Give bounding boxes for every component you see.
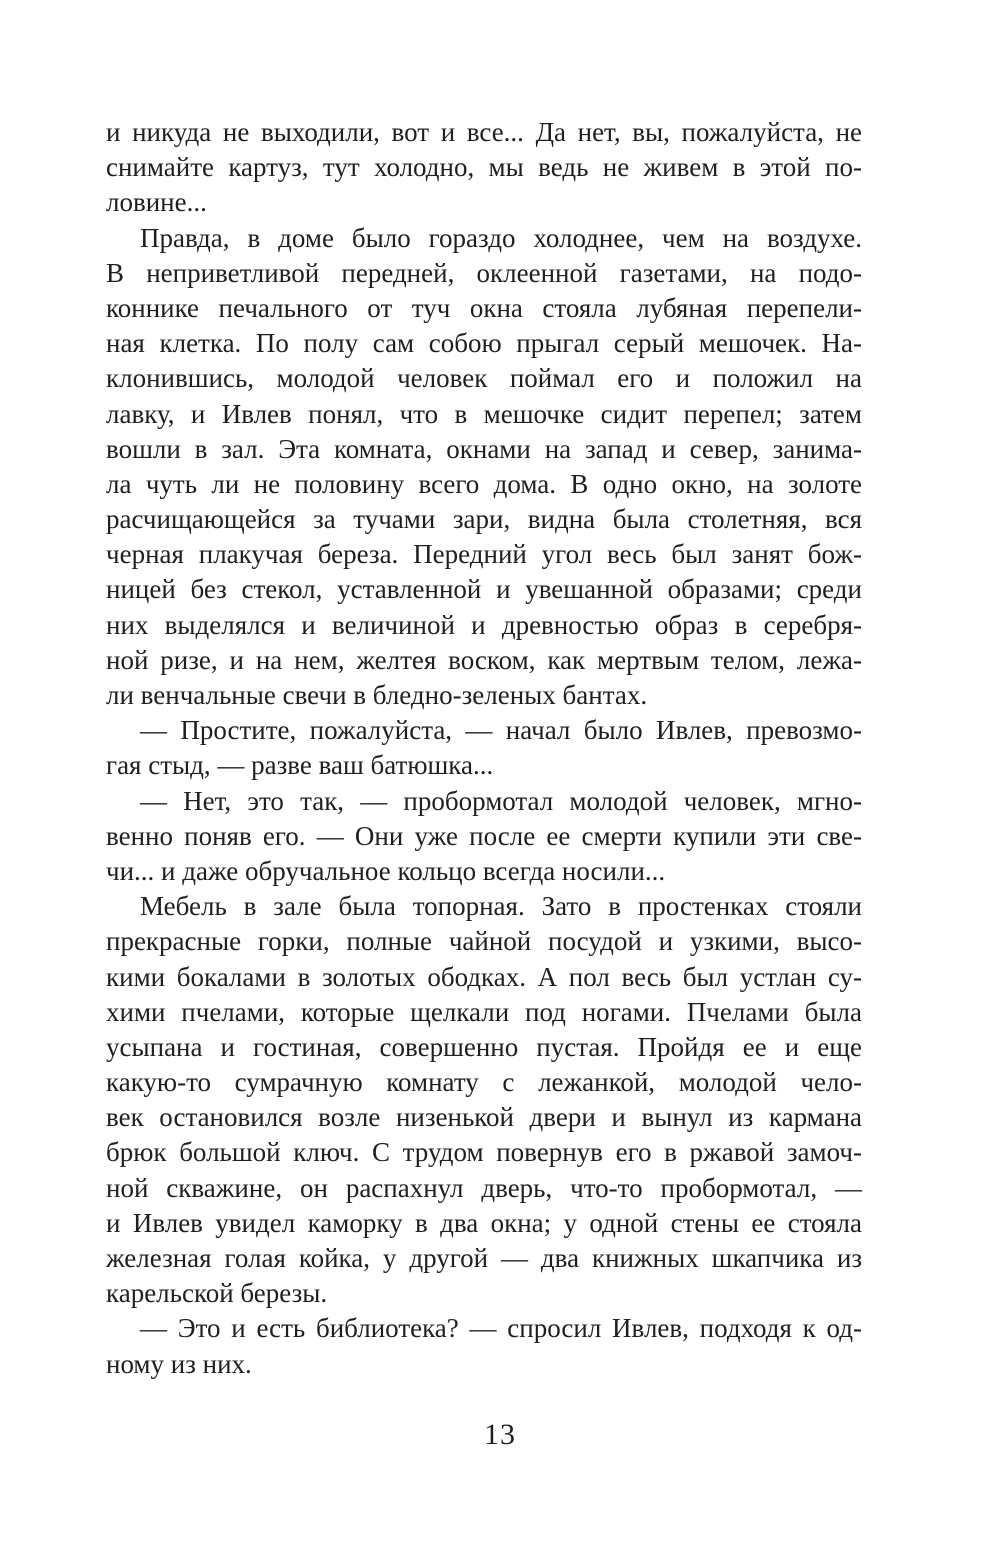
text-line: — Нет, это так, — пробормотал молодой человек, мгно-	[140, 785, 862, 816]
text-line: Мебель в зале была топорная. Зато в простенках стояли	[140, 891, 862, 922]
text-line: ному из них.	[106, 1348, 252, 1379]
text-line: Правда, в доме было гораздо холоднее, чем на воздухе.	[140, 222, 862, 253]
text-line: чи... и даже обручальное кольцо всегда носили...	[106, 855, 666, 886]
text-line: черная плакучая береза. Передний угол весь был занят бож-	[106, 539, 862, 570]
text-line: венно поняв его. — Они уже после ее смерти купили эти све-	[106, 820, 862, 851]
text-line: ной ризе, и на нем, желтея воском, как мертвым телом, лежа-	[106, 644, 862, 675]
text-line: вошли в зал. Эта комната, окнами на запад и север, занима-	[106, 433, 862, 464]
text-line: ла чуть ли не половину всего дома. В одно окно, на золоте	[106, 468, 862, 499]
text-line: — Это и есть библиотека? — спросил Ивлев, подходя к од-	[140, 1313, 862, 1344]
text-line: клонившись, молодой человек поймал его и положил на	[106, 363, 862, 394]
text-line: хими пчелами, которые щелкали под ногами. Пчелами была	[106, 996, 862, 1027]
text-line: какую-то сумрачную комнату с лежанкой, молодой чело-	[106, 1067, 862, 1098]
text-line: снимайте картуз, тут холодно, мы ведь не живем в этой по-	[106, 152, 862, 183]
text-line: ницей без стекол, уставленной и увешанной образами; среди	[106, 574, 862, 605]
text-line: карельской березы.	[106, 1278, 328, 1309]
text-line: лавку, и Ивлев понял, что в мешочке сидит перепел; затем	[106, 398, 862, 429]
text-line: В неприветливой передней, оклеенной газетами, на подо-	[106, 257, 862, 288]
text-line: брюк большой ключ. С трудом повернув его в ржавой замоч-	[106, 1137, 862, 1168]
text-line: железная голая койка, у другой — два книжных шкапчика из	[106, 1243, 862, 1273]
page-number: 13	[484, 1418, 516, 1451]
text-line: — Простите, пожалуйста, — начал было Ивлев, превозмо-	[140, 715, 862, 746]
text-line: ли венчальные свечи в бледно-зеленых бантах.	[106, 680, 648, 710]
text-line: кими бокалами в золотых ободках. А пол весь был устлан су-	[106, 961, 862, 992]
text-line: гая стыд, — разве ваш батюшка...	[106, 750, 494, 781]
text-line: и Ивлев увидел каморку в два окна; у одной стены ее стояла	[106, 1207, 862, 1238]
text-line: ловине...	[106, 187, 207, 218]
text-line: век остановился возле низенькой двери и вынул из кармана	[106, 1102, 862, 1133]
text-line: прекрасные горки, полные чайной посудой и узкими, высо-	[106, 926, 862, 957]
text-line: них выделялся и величиной и древностью образ в серебря-	[106, 609, 862, 640]
text-line: усыпана и гостиная, совершенно пустая. Пройдя ее и еще	[106, 1031, 862, 1062]
text-line: ная клетка. По полу сам собою прыгал серый мешочек. На-	[106, 328, 862, 359]
text-line: ной скважине, он распахнул дверь, что-то пробормотал, —	[106, 1172, 862, 1203]
text-line: коннике печального от туч окна стояла лубяная перепели-	[106, 292, 862, 323]
text-line: и никуда не выходили, вот и все... Да нет, вы, пожалуйста, не	[106, 117, 862, 147]
text-line: расчищающейся за тучами зари, видна была столетняя, вся	[106, 504, 862, 535]
body-text	[106, 115, 862, 1382]
